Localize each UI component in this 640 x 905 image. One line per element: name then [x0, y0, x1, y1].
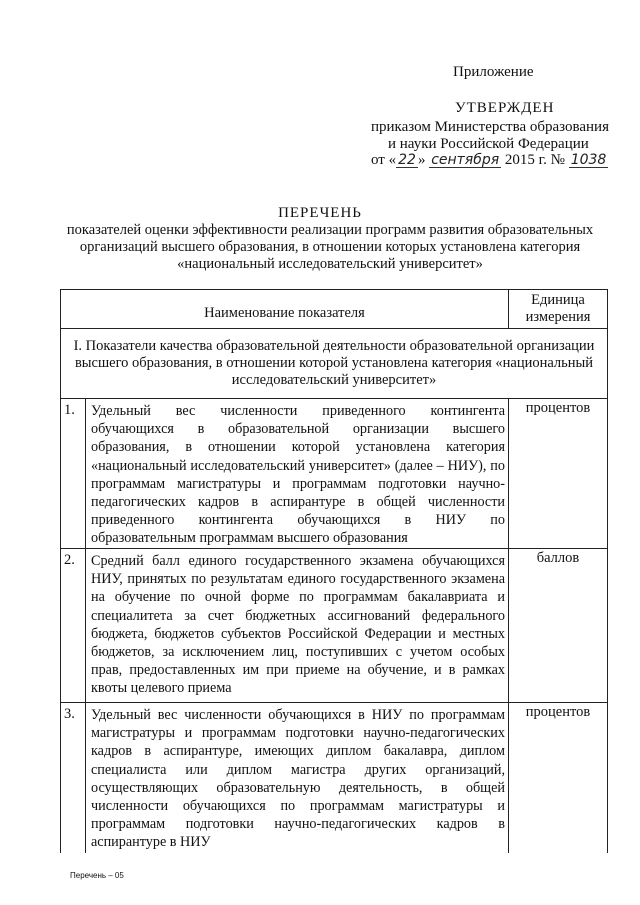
- date-prefix: от «: [371, 152, 397, 168]
- table-rule: [61, 702, 607, 703]
- approved-heading: УТВЕРЖДЕН: [455, 100, 555, 116]
- indicator-unit: баллов: [536, 550, 580, 566]
- order-line-2: и науки Российской Федерации: [388, 136, 589, 152]
- section-title: I. Показатели качества образовательной деятельности образовательной организации высшего образования, в отношении которой установлена категория «национальный исследовательский университет»: [73, 338, 595, 388]
- document-title: ПЕРЕЧЕНЬ: [278, 205, 362, 221]
- order-date-line: [371, 152, 608, 169]
- unit-column-divider: [508, 398, 509, 853]
- date-month-handwritten: сентября: [431, 152, 500, 168]
- row-number: 3.: [64, 706, 75, 722]
- column-header-unit: Единица измерения: [525, 292, 591, 325]
- appendix-label: Приложение: [453, 64, 534, 80]
- order-line-1: приказом Министерства образования: [371, 119, 609, 135]
- date-day-handwritten: 22: [398, 152, 416, 168]
- indicator-unit: процентов: [525, 400, 591, 416]
- table-rule: [61, 398, 607, 399]
- indicator-unit: процентов: [525, 704, 591, 720]
- table-rule: [61, 548, 607, 549]
- document-subtitle: показателей оценки эффективности реализации программ развития образовательных организаций высшего образования, в отношении которых установлена категория «национальный исследовательский университет»: [66, 222, 594, 272]
- row-number: 2.: [64, 552, 75, 568]
- number-column-divider: [85, 398, 86, 853]
- indicator-text: Удельный вес численности приведенного контингента обучающихся в образовательной организации высшего образования, в отношении которой установлена категория «национальный исследовательский университет» (далее – НИУ), по программам магистратуры и программам подготовки научно-педагогических кадров в аспирантуре в общей численности приведенного контингента обучающихся в НИУ по образовательным программам высшего образования: [91, 403, 505, 547]
- table-rule: [61, 328, 607, 329]
- order-number-handwritten: 1038: [570, 152, 607, 168]
- indicator-text: Удельный вес численности обучающихся в НИУ по программам магистратуры и программам подготовки научно-педагогических кадров в аспирантуре, имеющих диплом бакалавра, диплом специалиста или диплом магистра других организаций, осуществляющих образовательную деятельность, в общей численности обучающихся по программам магистратуры и программам подготовки научно-педагогических кадров в аспирантуре в НИУ: [91, 707, 505, 851]
- footer-code: Перечень – 05: [70, 871, 124, 880]
- header-divider: [508, 290, 509, 328]
- date-year: 2015 г. №: [504, 152, 565, 168]
- date-mid: »: [417, 152, 426, 168]
- column-header-name: Наименование показателя: [204, 305, 365, 321]
- indicator-text: Средний балл единого государственного экзамена обучающихся НИУ, принятых по результатам единого государственного экзамена на обучение по очной форме по программам бакалавриата и специалитета за счет бюджетных ассигнований федерального бюджета, бюджетов субъектов Российской Федерации и местных бюджетов, за исключением лиц, поступивших с учетом особых прав, предоставленных им при приеме на обучение, и в рамках квоты целевого приема: [91, 553, 505, 697]
- row-number: 1.: [64, 402, 75, 418]
- indicators-table: [60, 289, 608, 853]
